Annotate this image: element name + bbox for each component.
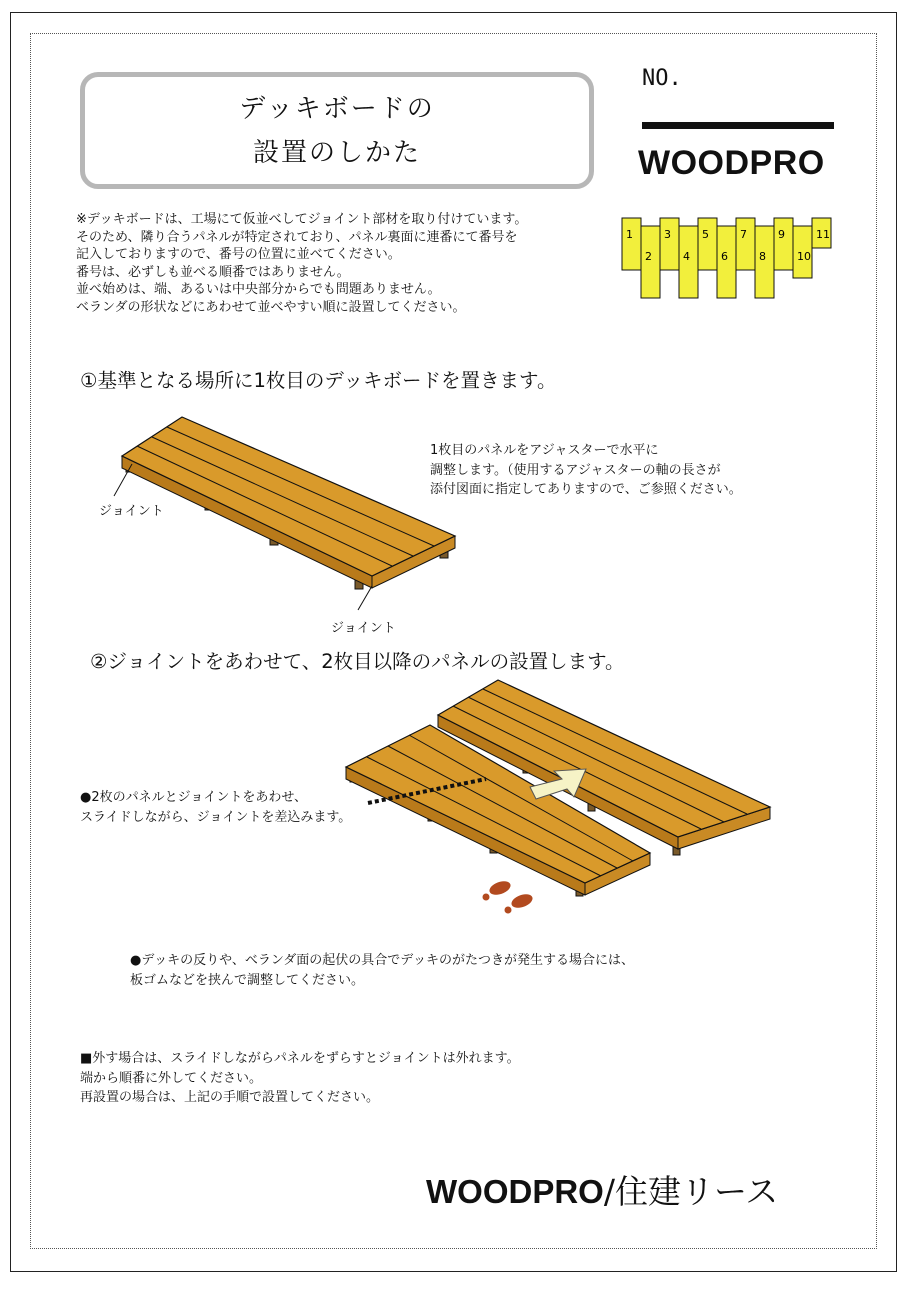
footprint	[488, 879, 513, 898]
intro-text	[76, 211, 527, 317]
panel-number: 9	[778, 228, 785, 241]
panel-number: 10	[797, 250, 811, 263]
step2-heading: ②ジョイントをあわせて、2枚目以降のパネルの設置します。	[90, 650, 625, 673]
step1-caption	[430, 441, 742, 500]
intro-line: そのため、隣り合うパネルが特定されており、パネル裏面に連番にて番号を	[76, 229, 518, 245]
number-underline	[642, 122, 834, 129]
intro-line: ※デッキボードは、工場にて仮並べしてジョイント部材を取り付けています。	[76, 212, 528, 227]
removal-line: 端から順番に外してください。	[80, 1070, 263, 1086]
title-line-2: 設置のしかた	[252, 137, 421, 168]
removal-line: 再設置の場合は、上記の手順で設置してください。	[80, 1090, 380, 1105]
footer-company: /住建リース	[603, 1172, 779, 1211]
leveling-note	[130, 951, 634, 990]
panel-number: 6	[721, 250, 728, 263]
intro-line: 並べ始めは、端、あるいは中央部分からでも問題ありません。	[76, 282, 441, 298]
step1-heading: ①基準となる場所に1枚目のデッキボードを置きます。	[80, 369, 557, 392]
footer-brand	[426, 1166, 778, 1213]
panel-strip	[622, 218, 641, 270]
caption-line: 1枚目のパネルをアジャスターで水平に	[430, 443, 659, 458]
panel-strip	[698, 218, 717, 270]
step2-caption	[80, 788, 351, 827]
title-line-1: デッキボードの	[239, 93, 435, 124]
joint-label-b: ジョイント	[331, 621, 396, 636]
caption-line: 添付図面に指定してありますので、ご参照ください。	[430, 482, 742, 497]
panel-strip	[660, 218, 679, 270]
single-deck-illustration	[110, 410, 470, 600]
panel-number: 7	[740, 228, 747, 241]
panel-number: 3	[664, 228, 671, 241]
panel-strip	[736, 218, 755, 270]
number-label: NO.	[642, 66, 682, 91]
panel-number: 11	[816, 228, 830, 241]
brand-logo: WOODPRO	[638, 144, 825, 182]
note-line: 板ゴムなどを挟んで調整してください。	[130, 972, 365, 988]
panel-number: 1	[626, 228, 633, 241]
intro-line: 番号は、必ずしも並べる順番ではありません。	[76, 264, 350, 280]
caption-line: ●2枚のパネルとジョイントをあわせ、	[80, 790, 307, 805]
panel-strip	[774, 218, 793, 270]
panel-number: 4	[683, 250, 690, 263]
two-deck-illustration	[340, 675, 780, 920]
footprint-heel	[505, 907, 512, 914]
removal-line: ■外す場合は、スライドしながらパネルをずらすとジョイントは外れます。	[80, 1051, 520, 1066]
removal-instructions	[80, 1049, 520, 1108]
panel-order-diagram	[622, 218, 842, 300]
intro-line: 記入しておりますので、番号の位置に並べてください。	[76, 247, 401, 263]
panel-number: 2	[645, 250, 652, 263]
panel-number: 5	[702, 228, 709, 241]
intro-line: ベランダの形状などにあわせて並べやすい順に設置してください。	[76, 299, 466, 315]
panel-strips	[622, 218, 831, 298]
note-line: ●デッキの反りや、ベランダ面の起伏の具合でデッキのがたつきが発生する場合には、	[130, 953, 635, 968]
footer-brand-name: WOODPRO	[426, 1173, 604, 1210]
title-box	[80, 72, 594, 189]
footprint-heel	[483, 894, 490, 901]
caption-line: 調整します。（使用するアジャスターの軸の長さが	[430, 462, 721, 478]
caption-line: スライドしながら、ジョイントを差込みます。	[80, 809, 352, 825]
panel-number: 8	[759, 250, 766, 263]
joint-label-a: ジョイント	[99, 504, 164, 519]
footprint	[510, 892, 535, 911]
